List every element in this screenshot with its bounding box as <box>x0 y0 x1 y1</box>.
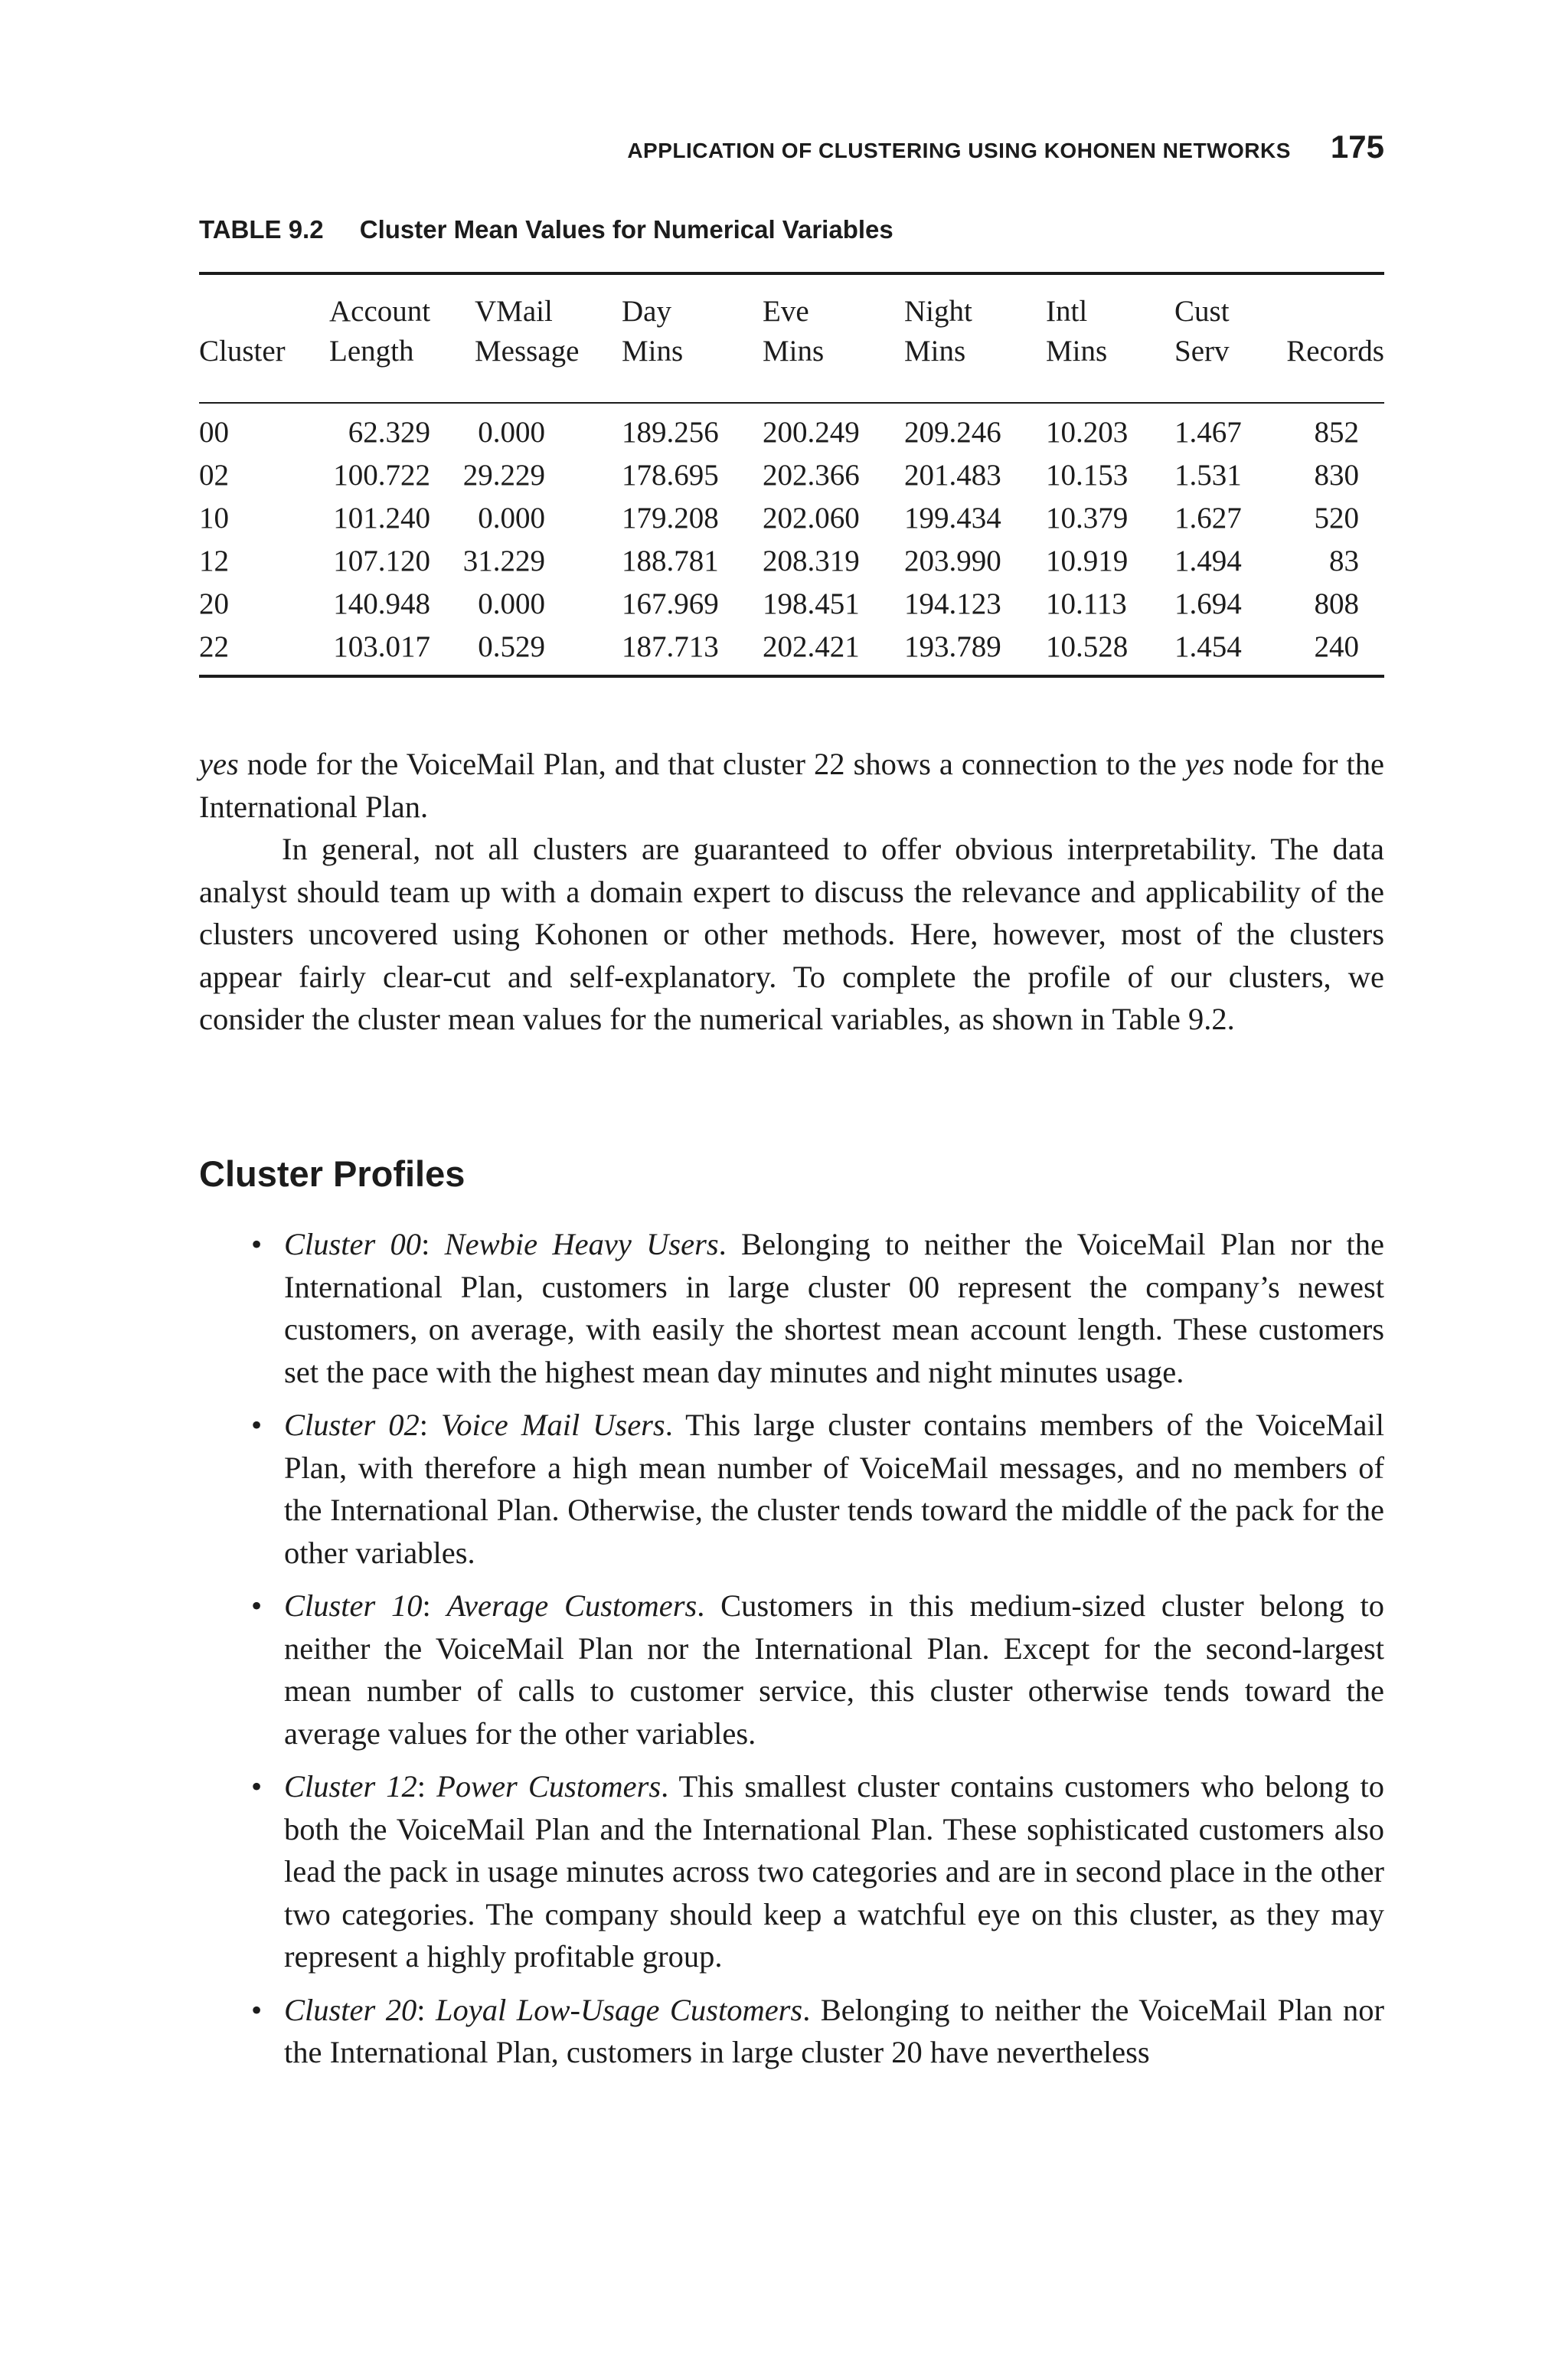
cluster-means-table <box>199 272 1384 678</box>
cell-vmail-message: 0.000 <box>478 416 545 449</box>
cell-cust-serv: 1.467 <box>1174 416 1242 449</box>
header-night-mins: Night Mins <box>904 295 972 368</box>
cell-cust-serv: 1.694 <box>1174 587 1242 620</box>
cell-records: 852 <box>1314 416 1359 449</box>
cell-cust-serv: 1.531 <box>1174 459 1242 492</box>
table-label: TABLE 9.2 <box>199 215 324 244</box>
cell-night-mins: 209.246 <box>904 416 1001 449</box>
cell-night-mins: 203.990 <box>904 545 1001 577</box>
cluster-name: Voice Mail Users <box>441 1408 665 1442</box>
intro-text <box>199 743 1384 1041</box>
cell-eve-mins: 202.421 <box>763 630 860 663</box>
cell-day-mins: 179.208 <box>622 502 719 535</box>
yes-term: yes <box>1184 747 1225 781</box>
header-vmail-message: VMail Message <box>475 295 580 368</box>
table-header-row <box>199 275 1384 402</box>
cell-account-length: 101.240 <box>333 502 430 535</box>
cell-eve-mins: 202.060 <box>763 502 860 535</box>
page-number: 175 <box>1330 129 1384 165</box>
running-title: APPLICATION OF CLUSTERING USING KOHONEN NETWORKS <box>627 139 1291 162</box>
cell-vmail-message: 31.229 <box>462 545 545 577</box>
cell-records: 520 <box>1314 502 1359 535</box>
list-item: • Cluster 02: Voice Mail Users. This large cluster contains members of the VoiceMail Plan, with therefore a high mean number of VoiceMail messages, and no members of the International Plan. Otherwise, the cluster tends toward the middle of the pack for the other variables. <box>199 1404 1384 1574</box>
cell-night-mins: 194.123 <box>904 587 1001 620</box>
cluster-profile-list <box>199 1223 1384 2085</box>
cluster-id: Cluster 10 <box>284 1588 423 1623</box>
interpretability-paragraph: In general, not all clusters are guaranteed to offer obvious interpretability. The data analyst should team up with a domain expert to discuss the relevance and applicability of the clusters uncovered using Kohonen or other methods. Here, however, most of the clusters appear fairly clear-cut and self-explanatory. To complete the profile of our clusters, we consider the cluster mean values for the numerical variables, as shown in Table 9.2. <box>199 832 1384 1036</box>
cell-intl-mins: 10.528 <box>1046 630 1129 663</box>
cell-vmail-message: 0.529 <box>478 630 545 663</box>
table-row <box>199 497 1384 540</box>
bullet-icon: • <box>251 1227 263 1261</box>
table-row <box>199 454 1384 497</box>
header-day-mins: Day Mins <box>622 295 684 368</box>
cell-night-mins: 199.434 <box>904 502 1001 535</box>
cell-records: 240 <box>1314 630 1359 663</box>
list-item: • Cluster 20: Loyal Low-Usage Customers. Belonging to neither the VoiceMail Plan nor the International Plan, customers in large cluster 20 have nevertheless <box>199 1989 1384 2074</box>
table-row <box>199 583 1384 626</box>
yes-term: yes <box>199 747 239 781</box>
table-body <box>199 404 1384 675</box>
cell-cluster: 02 <box>199 459 229 492</box>
cell-account-length: 103.017 <box>333 630 430 663</box>
list-item: • Cluster 10: Average Customers. Customers in this medium-sized cluster belong to neither the VoiceMail Plan nor the International Plan. Except for the second-largest mean number of calls to customer service, this cluster otherwise tends toward the average values for the other variables. <box>199 1585 1384 1755</box>
cell-cluster: 22 <box>199 630 229 663</box>
cell-cust-serv: 1.454 <box>1174 630 1242 663</box>
list-item: • Cluster 00: Newbie Heavy Users. Belonging to neither the VoiceMail Plan nor the International Plan, customers in large cluster 00 represent the company’s newest customers, on average, with easily the shortest mean account length. These customers set the pace with the highest mean day minutes and night minutes usage. <box>199 1223 1384 1393</box>
cell-records: 830 <box>1314 459 1359 492</box>
cell-eve-mins: 198.451 <box>763 587 860 620</box>
cell-cluster: 00 <box>199 416 229 449</box>
cell-day-mins: 167.969 <box>622 587 719 620</box>
cell-vmail-message: 29.229 <box>462 459 545 492</box>
bullet-icon: • <box>251 1992 263 2027</box>
cell-intl-mins: 10.379 <box>1046 502 1129 535</box>
cell-day-mins: 187.713 <box>622 630 719 663</box>
cell-cluster: 10 <box>199 502 229 535</box>
cluster-id: Cluster 00 <box>284 1227 422 1261</box>
list-item: • Cluster 12: Power Customers. This smallest cluster contains customers who belong to both the VoiceMail Plan and the International Plan. These sophisticated customers also lead the pack in usage minutes across two categories and are in second place in the other two categories. The company should keep a watchful eye on this cluster, as they may represent a highly profitable group. <box>199 1765 1384 1978</box>
cell-eve-mins: 208.319 <box>763 545 860 577</box>
cell-day-mins: 178.695 <box>622 459 719 492</box>
cell-eve-mins: 202.366 <box>763 459 860 492</box>
table-row <box>199 540 1384 583</box>
bullet-icon: • <box>251 1408 263 1442</box>
header-cust-serv: Cust Serv <box>1174 295 1230 368</box>
table-bottom-rule <box>199 675 1384 678</box>
continued-paragraph: yes node for the VoiceMail Plan, and that cluster 22 shows a connection to the yes node for the International Plan. <box>199 747 1384 824</box>
cell-day-mins: 188.781 <box>622 545 719 577</box>
cell-vmail-message: 0.000 <box>478 502 545 535</box>
cluster-id: Cluster 20 <box>284 1992 417 2027</box>
cluster-name: Loyal Low-Usage Customers <box>435 1992 803 2027</box>
cell-records: 83 <box>1329 545 1359 577</box>
cell-eve-mins: 200.249 <box>763 416 860 449</box>
table-row <box>199 411 1384 454</box>
cell-night-mins: 193.789 <box>904 630 1001 663</box>
header-cluster: Cluster <box>199 335 286 368</box>
cell-intl-mins: 10.113 <box>1046 587 1127 620</box>
cell-day-mins: 189.256 <box>622 416 719 449</box>
cell-account-length: 140.948 <box>333 587 430 620</box>
cluster-name: Newbie Heavy Users <box>444 1227 719 1261</box>
cluster-name: Power Customers <box>436 1769 662 1804</box>
header-account-length: Account Length <box>329 295 431 368</box>
cell-cluster: 12 <box>199 545 229 577</box>
cluster-description: . Belonging to neither the VoiceMail Plan nor the International Plan, customers in large cluster 20 have nevertheless <box>284 1992 1384 2069</box>
running-head <box>199 129 1384 165</box>
bullet-icon: • <box>251 1588 263 1623</box>
cell-cust-serv: 1.494 <box>1174 545 1242 577</box>
section-heading: Cluster Profiles <box>199 1153 466 1194</box>
cell-vmail-message: 0.000 <box>478 587 545 620</box>
cluster-name: Average Customers <box>446 1588 697 1623</box>
cluster-id: Cluster 02 <box>284 1408 420 1442</box>
header-eve-mins: Eve Mins <box>763 295 825 368</box>
cell-cluster: 20 <box>199 587 229 620</box>
bullet-icon: • <box>251 1769 263 1804</box>
table-title: Cluster Mean Values for Numerical Variables <box>359 215 893 244</box>
cell-intl-mins: 10.919 <box>1046 545 1129 577</box>
cluster-description: . This smallest cluster contains customers who belong to both the VoiceMail Plan and the International Plan. These sophisticated customers also lead the pack in usage minutes across two categories and are in second place in the other two categories. The company should keep a watchful eye on this cluster, as they may represent a highly profitable group. <box>284 1769 1384 1974</box>
cluster-description: . This large cluster contains members of the VoiceMail Plan, with therefore a high mean number of VoiceMail messages, and no members of the International Plan. Otherwise, the cluster tends toward the middle of the pack for the other variables. <box>284 1408 1385 1570</box>
cell-account-length: 62.329 <box>348 416 430 449</box>
cell-account-length: 100.722 <box>333 459 430 492</box>
cell-account-length: 107.120 <box>333 545 430 577</box>
table-row <box>199 626 1384 669</box>
cell-cust-serv: 1.627 <box>1174 502 1242 535</box>
cluster-description: . Customers in this medium-sized cluster belong to neither the VoiceMail Plan nor the International Plan. Except for the second-largest mean number of calls to customer service, this cluster otherwise tends toward the average values for the other variables. <box>284 1588 1385 1751</box>
table-caption <box>199 215 893 244</box>
cell-records: 808 <box>1314 587 1359 620</box>
cell-night-mins: 201.483 <box>904 459 1001 492</box>
header-records: Records <box>1286 335 1384 368</box>
header-intl-mins: Intl Mins <box>1046 295 1108 368</box>
cell-intl-mins: 10.153 <box>1046 459 1129 492</box>
cell-intl-mins: 10.203 <box>1046 416 1129 449</box>
cluster-id: Cluster 12 <box>284 1769 417 1804</box>
cluster-description: . Belonging to neither the VoiceMail Plan nor the International Plan, customers in large cluster 00 represent the company’s newest customers, on average, with easily the shortest mean account length. These customers set the pace with the highest mean day minutes and night minutes usage. <box>284 1227 1385 1389</box>
